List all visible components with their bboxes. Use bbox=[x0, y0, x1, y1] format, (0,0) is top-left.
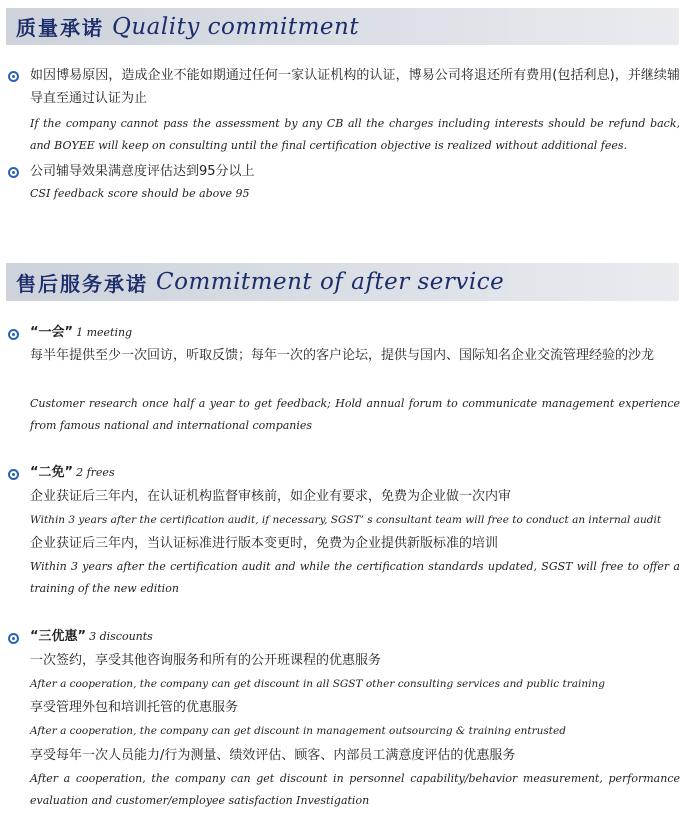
discounts-line-2-cn: 享受管理外包和培训托管的优惠服务 bbox=[30, 700, 239, 715]
commitment-title-cn: “一会” bbox=[30, 325, 74, 340]
commitment-title-en: 3 discounts bbox=[89, 630, 153, 643]
commitment-title bbox=[30, 461, 680, 484]
frees-line-2-cn: 企业获证后三年内，当认证标准进行版本变更时，免费为企业提供新版标准的培训 bbox=[30, 536, 499, 551]
frees-line-2-en: Within 3 years after the certification audit and while the certification standards updated, SGST will free to offer a training of the new edition bbox=[30, 560, 680, 595]
discounts-line-2-en: After a cooperation, the company can get discount in management outsourcing & training entrusted bbox=[30, 725, 566, 737]
frees-line-1-cn: 企业获证后三年内，在认证机构监督审核前，如企业有要求，免费为企业做一次内审 bbox=[30, 489, 512, 504]
discounts-line-1-cn: 一次签约，享受其他咨询服务和所有的公开班课程的优惠服务 bbox=[30, 653, 382, 668]
discounts-line-1-en: After a cooperation, the company can get discount in all SGST other consulting services and public training bbox=[30, 678, 605, 690]
bullet-icon bbox=[8, 167, 19, 178]
after-service-title-cn: 售后服务承诺 bbox=[16, 271, 148, 296]
quality-commitment-header bbox=[6, 8, 679, 45]
commitment-title-cn: “三优惠” bbox=[30, 629, 87, 644]
quality-item-1-cn: 如因博易原因，造成企业不能如期通过任何一家认证机构的认证，博易公司将退还所有费用(包括利息)，并继续辅导直至通过认证为止 bbox=[30, 68, 680, 106]
commitment-title bbox=[30, 321, 680, 344]
meeting-line-cn: 每半年提供至少一次回访，听取反馈；每年一次的客户论坛，提供与国内、国际知名企业交流管理经验的沙龙 bbox=[30, 348, 655, 363]
after-service-title-en: Commitment of after service bbox=[156, 269, 505, 295]
meeting-line-en: Customer research once half a year to get feedback; Hold annual forum to communicate management experience from famous national and international companies bbox=[30, 397, 680, 432]
commitment-title bbox=[30, 625, 680, 648]
bullet-icon bbox=[8, 71, 19, 82]
commitment-title-cn: “二免” bbox=[30, 465, 74, 480]
quality-item-1-en: If the company cannot pass the assessment by any CB all the charges including interests should be refund back, and BOYEE will keep on consulting until the final certification objective is realized without additional fees. bbox=[30, 117, 680, 152]
discounts-line-3-cn: 享受每年一次人员能力/行为测量、绩效评估、顾客、内部员工满意度评估的优惠服务 bbox=[30, 748, 516, 763]
quality-item-2-cn: 公司辅导效果满意度评估达到95分以上 bbox=[30, 164, 255, 179]
frees-line-1-en: Within 3 years after the certification audit, if necessary, SGST’ s consultant team will free to conduct an internal audit bbox=[30, 514, 662, 526]
bullet-icon bbox=[8, 329, 19, 340]
quality-item-2-en: CSI feedback score should be above 95 bbox=[30, 187, 250, 200]
quality-title-cn: 质量承诺 bbox=[16, 16, 104, 40]
commitment-title-en: 2 frees bbox=[76, 466, 115, 479]
discounts-line-3-en: After a cooperation, the company can get discount in personnel capability/behavior measurement, performance evaluation and customer/employee satisfaction Investigation bbox=[30, 772, 680, 807]
bullet-icon bbox=[8, 633, 19, 644]
commitment-title-en: 1 meeting bbox=[76, 326, 133, 339]
quality-title-en: Quality commitment bbox=[112, 13, 360, 40]
bullet-icon bbox=[8, 469, 19, 480]
after-service-header bbox=[6, 263, 679, 301]
